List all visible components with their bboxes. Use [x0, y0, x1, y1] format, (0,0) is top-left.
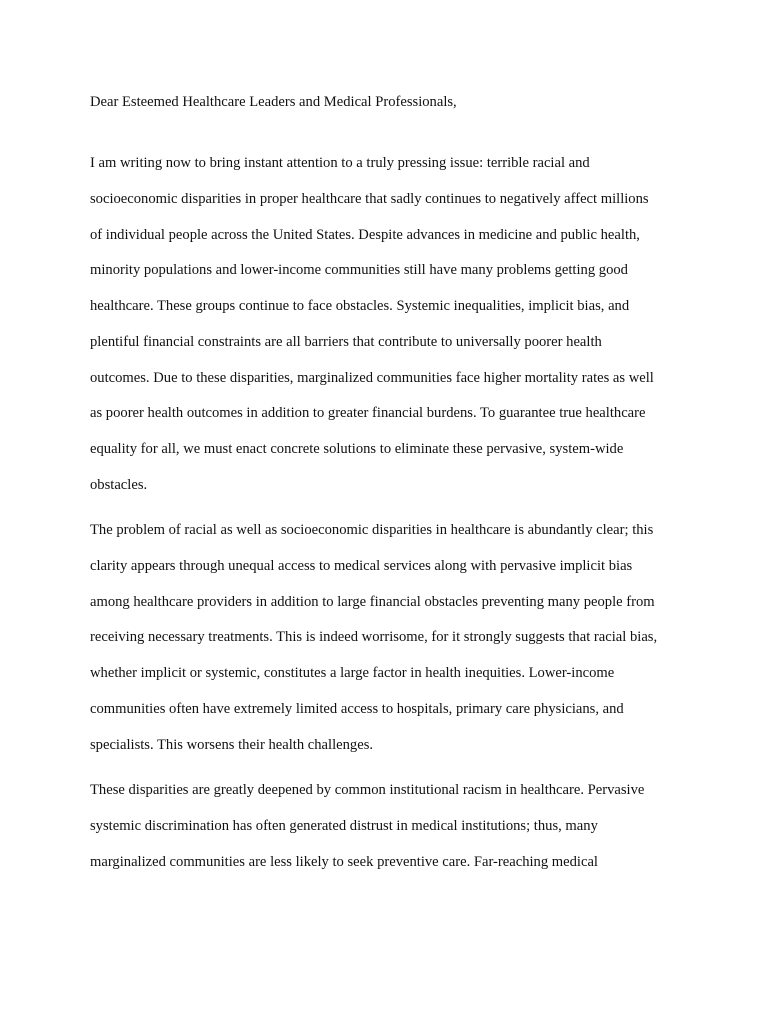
paragraph-line: These disparities are greatly deepened by common institutional racism in healthcare. Pervasive: [90, 782, 645, 798]
paragraph-line: systemic discrimination has often generated distrust in medical institutions; thus, many: [90, 817, 598, 834]
paragraph-1: [90, 146, 690, 504]
paragraph-line: socioeconomic disparities in proper healthcare that sadly continues to negatively affect millions: [90, 190, 649, 207]
paragraph-line: whether implicit or systemic, constitutes a large factor in health inequities. Lower-income: [90, 665, 615, 681]
paragraph-line: equality for all, we must enact concrete solutions to eliminate these pervasive, system-wide: [90, 441, 624, 457]
paragraph-2: [90, 513, 690, 763]
paragraph-line: of individual people across the United States. Despite advances in medicine and public health,: [90, 226, 640, 243]
paragraph-line: marginalized communities are less likely to seek preventive care. Far-reaching medical: [90, 853, 598, 870]
paragraph-line: healthcare. These groups continue to face obstacles. Systemic inequalities, implicit bias, and: [90, 298, 630, 314]
paragraph-line: outcomes. Due to these disparities, marginalized communities face higher mortality rates as well: [90, 369, 654, 386]
paragraph-line: minority populations and lower-income communities still have many problems getting good: [90, 262, 628, 279]
paragraph-line: obstacles.: [90, 476, 148, 493]
paragraph-line: as poorer health outcomes in addition to greater financial burdens. To guarantee true healthcare: [90, 405, 646, 422]
paragraph-line: receiving necessary treatments. This is indeed worrisome, for it strongly suggests that racial bias,: [90, 629, 658, 646]
paragraph-line: The problem of racial as well as socioeconomic disparities in healthcare is abundantly clear; this: [90, 522, 654, 538]
paragraph-3: [90, 773, 690, 880]
paragraph-line: communities often have extremely limited access to hospitals, primary care physicians, and: [90, 700, 624, 717]
paragraph-line: I am writing now to bring instant attention to a truly pressing issue: terrible racial and: [90, 155, 590, 171]
paragraph-line: plentiful financial constraints are all barriers that contribute to universally poorer health: [90, 333, 602, 350]
paragraph-line: clarity appears through unequal access to medical services along with pervasive implicit bias: [90, 557, 633, 574]
paragraph-line: among healthcare providers in addition to large financial obstacles preventing many people from: [90, 593, 655, 610]
letter-greeting: Dear Esteemed Healthcare Leaders and Medical Professionals,: [90, 94, 457, 110]
paragraph-line: specialists. This worsens their health challenges.: [90, 736, 374, 753]
